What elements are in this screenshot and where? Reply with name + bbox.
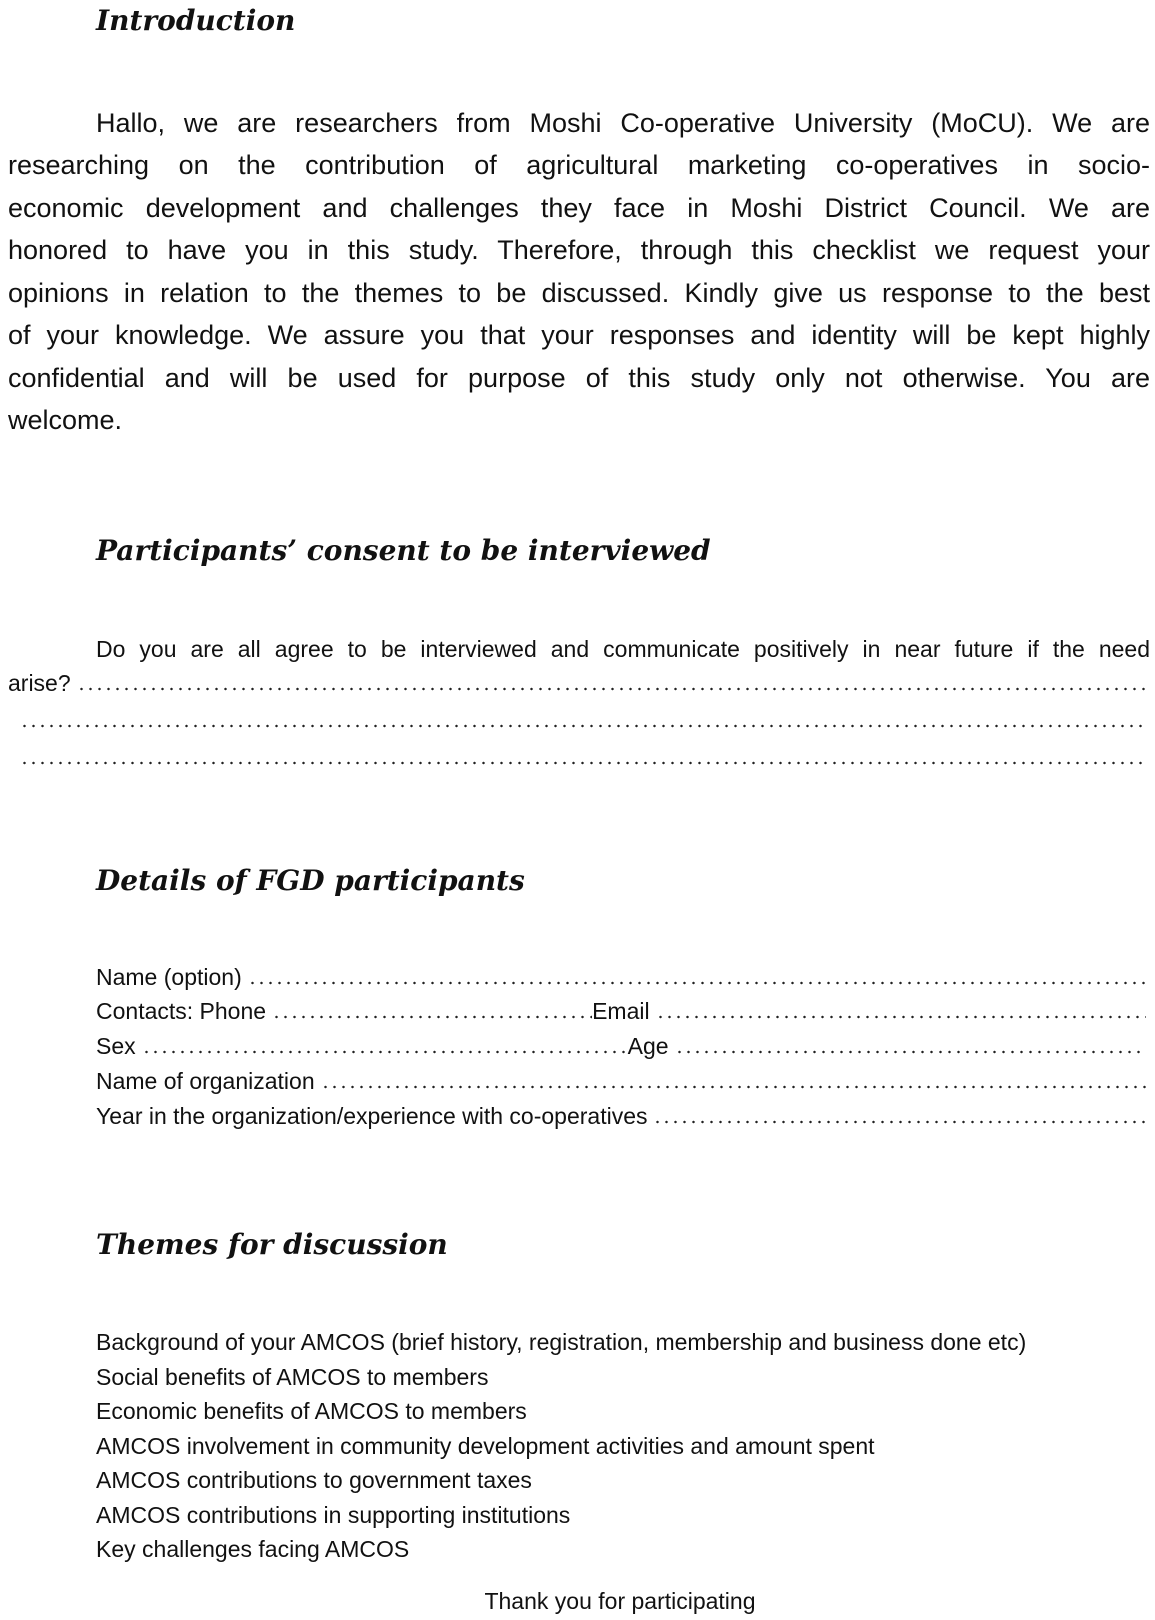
theme-item: Background of your AMCOS (brief history, registration, membership and business done etc) <box>96 1329 1027 1355</box>
dotted-line <box>248 980 1146 986</box>
consent-question: Do you are all agree to be interviewed and communicate positively in near future if the need <box>96 636 1150 662</box>
name-field[interactable] <box>96 964 1150 991</box>
name-label: Name (option) <box>96 964 242 990</box>
sex-field[interactable] <box>142 1049 628 1055</box>
introduction-heading: Introduction <box>96 4 296 37</box>
intro-line: honored to have you in this study. Therefore, through this checklist we request your <box>8 235 1150 265</box>
dotted-line <box>653 1119 1146 1125</box>
themes-heading: Themes for discussion <box>96 1228 448 1261</box>
email-label: Email <box>592 998 650 1024</box>
sex-label: Sex <box>96 1033 136 1059</box>
experience-field[interactable] <box>96 1103 1150 1130</box>
consent-answer-field[interactable] <box>8 670 1150 697</box>
intro-line: confidential and will be used for purpose of this study only not otherwise. You are <box>8 363 1150 393</box>
intro-line: opinions in relation to the themes to be discussed. Kindly give us response to the best <box>8 278 1150 308</box>
dotted-line <box>20 760 1146 766</box>
intro-line: Hallo, we are researchers from Moshi Co-operative University (MoCU). We are <box>96 108 1150 138</box>
dotted-line <box>20 723 1146 729</box>
dotted-line <box>321 1084 1146 1090</box>
organization-field[interactable] <box>96 1068 1150 1095</box>
theme-item: Key challenges facing AMCOS <box>96 1536 410 1562</box>
intro-line: of your knowledge. We assure you that your responses and identity will be kept highly <box>8 320 1150 350</box>
dotted-line <box>77 686 1146 692</box>
consent-answer-line[interactable] <box>14 743 1150 771</box>
intro-line: welcome. <box>8 405 123 435</box>
organization-label: Name of organization <box>96 1068 315 1094</box>
age-label: Age <box>627 1033 669 1059</box>
phone-field[interactable] <box>272 1014 592 1020</box>
experience-label: Year in the organization/experience with co-operatives <box>96 1103 648 1129</box>
consent-answer-line[interactable] <box>14 706 1150 734</box>
sex-age-row <box>96 1033 1150 1060</box>
intro-line: researching on the contribution of agricultural marketing co-operatives in socio- <box>8 150 1150 180</box>
email-field[interactable] <box>656 1014 1146 1020</box>
phone-label: Contacts: Phone <box>96 998 267 1024</box>
theme-item: AMCOS contributions in supporting institutions <box>96 1502 571 1528</box>
theme-item: AMCOS contributions to government taxes <box>96 1467 532 1493</box>
theme-item: Economic benefits of AMCOS to members <box>96 1398 527 1424</box>
theme-item: Social benefits of AMCOS to members <box>96 1364 489 1390</box>
contacts-row <box>96 998 1150 1025</box>
details-heading: Details of FGD participants <box>96 864 525 897</box>
theme-item: AMCOS involvement in community development activities and amount spent <box>96 1433 875 1459</box>
consent-question-end: arise? <box>8 670 71 696</box>
intro-line: economic development and challenges they face in Moshi District Council. We are <box>8 193 1150 223</box>
consent-heading: Participants’ consent to be interviewed <box>96 534 711 567</box>
closing-text: Thank you for participating <box>484 1588 756 1614</box>
age-field[interactable] <box>675 1049 1146 1055</box>
